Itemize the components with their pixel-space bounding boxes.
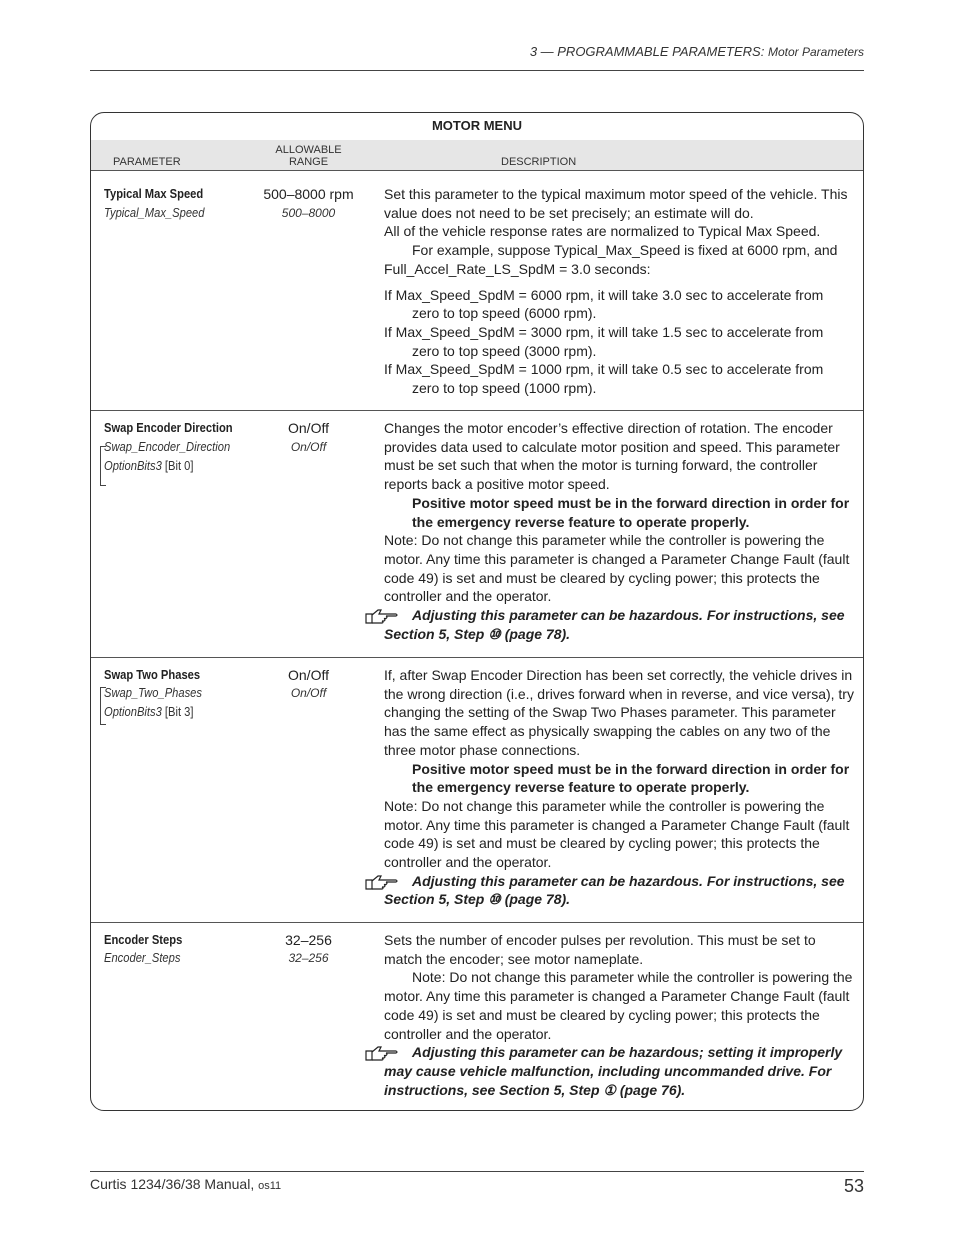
hazard-warning [384,872,854,909]
manual-version: os11 [258,1180,282,1192]
param-range: 32–256 [285,932,332,948]
desc-paragraph: Set this parameter to the typical maximum motor speed of the vehicle. This value does not need to be set precisely; an estimate will do. [384,186,848,221]
param-range-variable: On/Off [290,686,327,700]
param-range: 500–8000 rpm [263,186,354,202]
manual-title: Curtis 1234/36/38 Manual, [90,1176,255,1192]
desc-paragraph: If, after Swap Encoder Direction has been set correctly, the vehicle drives in the wrong direction (i.e., drives forward when in reverse, and vice versa), try changing the setting of the Swap Two Phases parameter. This parameter has the same effect as physically swapping the cables on any two of the three motor phase connections. [384,667,854,758]
desc-emphasis: Positive motor speed must be in the forward direction in order for the emergency reverse feature to operate properly. [412,760,850,796]
desc-example: If Max_Speed_SpdM = 6000 rpm, it will take 3.0 sec to accelerate from zero to top speed (6000 rpm). [384,286,824,322]
table-row [91,657,863,923]
param-range: On/Off [288,667,329,683]
param-description [384,931,854,1099]
param-range-variable: On/Off [290,440,327,454]
desc-note: Note: Do not change this parameter while the controller is powering the motor. Any time this parameter is changed a Parameter Change Fault (fault code 49) is set and must be cleared by cycling power; this protects the controller and the operator. [384,797,850,871]
param-description [384,419,854,643]
pointing-hand-icon [365,1043,399,1063]
header-rule [90,70,864,71]
desc-example: If Max_Speed_SpdM = 3000 rpm, it will take 1.5 sec to accelerate from zero to top speed (3000 rpm). [384,323,824,359]
option-bit-index: [Bit 3] [164,704,194,719]
footer-rule [90,1171,864,1172]
param-option-bits [104,704,194,719]
pointing-hand-icon [365,606,399,626]
desc-paragraph: For example, suppose Typical_Max_Speed is fixed at 6000 rpm, and Full_Accel_Rate_LS_SpdM = 3.0 seconds: [384,242,838,277]
column-header-row [91,140,863,171]
param-name: Swap Two Phases [104,667,201,682]
desc-emphasis: Positive motor speed must be in the forward direction in order for the emergency reverse feature to operate properly. [412,494,850,530]
warning-text: Adjusting this parameter can be hazardous. For instructions, see Section 5, Step ⑩ (page 78). [384,872,845,908]
param-name: Swap Encoder Direction [104,420,233,435]
desc-note: Note: Do not change this parameter while the controller is powering the motor. Any time this parameter is changed a Parameter Change Fault (fault code 49) is set and must be cleared by cycling power; this protects the controller and the operator. [384,969,853,1042]
table-row [91,410,863,658]
option-bits-name: OptionBits3 [104,704,162,719]
pointing-hand-icon [365,872,399,892]
col-description: DESCRIPTION [501,156,577,168]
col-range [261,144,356,168]
warning-text: Adjusting this parameter can be hazardous. For instructions, see Section 5, Step ⑩ (page 78). [384,607,845,642]
param-description [384,185,854,398]
param-variable: Swap_Two_Phases [104,685,202,700]
header-section: 3 — PROGRAMMABLE PARAMETERS: [529,44,765,59]
param-name: Typical Max Speed [104,186,204,201]
header-subsection: Motor Parameters [767,45,864,59]
col-range-line1: ALLOWABLE [275,144,342,156]
table-title: MOTOR MENU [91,113,863,141]
desc-note: Note: Do not change this parameter while the controller is powering the motor. Any time this parameter is changed a Parameter Change Fault (fault code 49) is set and must be cleared by cycling power; this protects the controller and the operator. [384,532,850,605]
hazard-warning [384,606,854,643]
param-variable: Swap_Encoder_Direction [104,439,231,454]
param-variable: Typical_Max_Speed [104,205,205,220]
param-description [384,666,854,909]
col-range-line2: RANGE [288,156,329,168]
option-bits-name: OptionBits3 [104,458,162,473]
desc-paragraph: Sets the number of encoder pulses per revolution. This must be set to match the encoder; see motor nameplate. [384,932,816,967]
param-name: Encoder Steps [104,932,183,947]
footer-manual [90,1176,281,1192]
option-bit-index: [Bit 0] [164,458,194,473]
param-range: On/Off [288,420,329,436]
page-number: 53 [843,1176,864,1196]
running-header [90,44,864,59]
desc-paragraph: Changes the motor encoder’s effective direction of rotation. The encoder provides data used to calculate motor position and speed. This parameter must be set such that when the motor is turning forward, the controller reports back a positive motor speed. [384,420,840,493]
motor-menu-table [90,112,864,1111]
col-parameter: PARAMETER [113,156,181,168]
table-row [91,171,863,411]
warning-text: Adjusting this parameter can be hazardous; setting it improperly may cause vehicle malfunction, including uncommanded drive. For instructions, see Section 5, Step ① (page 76). [384,1044,843,1098]
param-option-bits [104,458,194,473]
param-range-variable: 32–256 [288,951,329,965]
param-variable: Encoder_Steps [104,950,181,965]
desc-example: If Max_Speed_SpdM = 1000 rpm, it will take 0.5 sec to accelerate from zero to top speed (1000 rpm). [384,361,824,397]
hazard-warning [384,1043,854,1099]
param-range-variable: 500–8000 [281,206,336,220]
table-row [91,922,863,1110]
desc-paragraph: All of the vehicle response rates are normalized to Typical Max Speed. [384,223,821,240]
